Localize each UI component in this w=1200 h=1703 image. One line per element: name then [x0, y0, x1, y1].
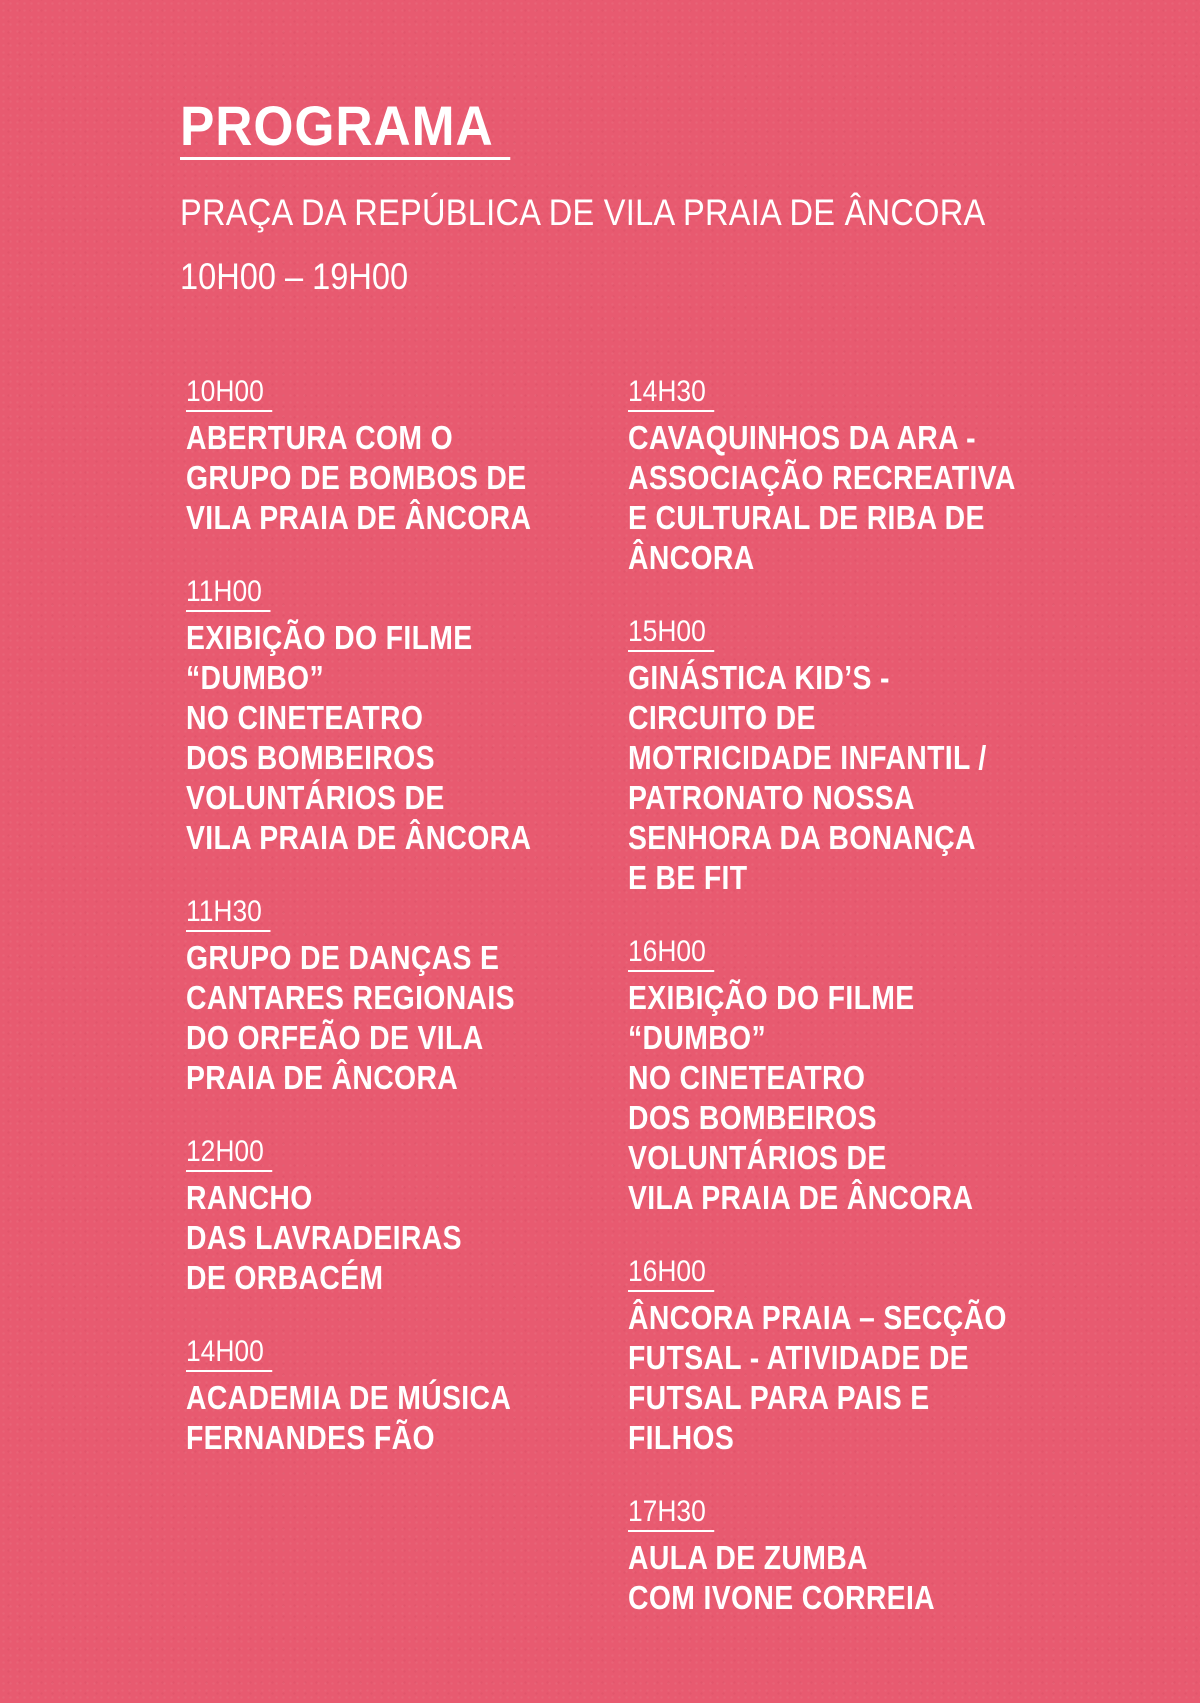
event-description-line: PATRONATO NOSSA	[628, 779, 915, 816]
title-block	[180, 95, 539, 160]
event-description-line: CIRCUITO DE	[628, 699, 816, 736]
schedule-event	[628, 614, 1048, 898]
event-description-line: EXIBIÇÃO DO FILME	[186, 619, 473, 656]
schedule-event	[186, 1134, 606, 1298]
event-description-line: VILA PRAIA DE ÂNCORA	[186, 499, 532, 536]
event-time: 10H00	[186, 374, 273, 412]
event-description-line: DO ORFEÃO DE VILA	[186, 1019, 484, 1056]
event-description-line: E BE FIT	[628, 859, 748, 896]
event-time: 16H00	[628, 1254, 715, 1292]
event-time: 11H30	[186, 894, 271, 932]
schedule-event	[628, 1254, 1048, 1458]
event-description-line: DOS BOMBEIROS	[186, 739, 435, 776]
event-description-line: VOLUNTÁRIOS DE	[186, 779, 445, 816]
event-description-line: DAS LAVRADEIRAS	[186, 1219, 462, 1256]
event-description-line: RANCHO	[186, 1179, 313, 1216]
event-description-line: MOTRICIDADE INFANTIL /	[628, 739, 987, 776]
event-description-line: E CULTURAL DE RIBA DE	[628, 499, 985, 536]
schedule-event	[186, 1334, 606, 1458]
hours-text: 10H00 – 19H00	[180, 256, 409, 297]
event-description-line: FERNANDES FÃO	[186, 1419, 435, 1456]
event-description-line: SENHORA DA BONANÇA	[628, 819, 976, 856]
event-description-line: FUTSAL PARA PAIS E	[628, 1379, 930, 1416]
schedule-event	[628, 374, 1048, 578]
event-description-line: COM IVONE CORREIA	[628, 1579, 936, 1616]
event-description-line: EXIBIÇÃO DO FILME	[628, 979, 915, 1016]
event-description-line: ABERTURA COM O	[186, 419, 454, 456]
schedule-event	[186, 374, 606, 538]
event-description-line: VILA PRAIA DE ÂNCORA	[628, 1179, 974, 1216]
event-description-line: PRAIA DE ÂNCORA	[186, 1059, 459, 1096]
event-time: 15H00	[628, 614, 715, 652]
venue-text: PRAÇA DA REPÚBLICA DE VILA PRAIA DE ÂNCORA	[180, 192, 986, 233]
event-description-line: GINÁSTICA KID’S -	[628, 659, 890, 696]
event-description-line: FUTSAL - ATIVIDADE DE	[628, 1339, 969, 1376]
schedule-event	[186, 574, 606, 858]
event-description-line: GRUPO DE DANÇAS E	[186, 939, 500, 976]
event-time: 14H00	[186, 1334, 273, 1372]
event-description-line: CANTARES REGIONAIS	[186, 979, 515, 1016]
page-title: PROGRAMA	[180, 95, 510, 160]
event-description-line: ÂNCORA	[628, 539, 755, 576]
schedule-event	[186, 894, 606, 1098]
event-time: 14H30	[628, 374, 715, 412]
event-description-line: ACADEMIA DE MÚSICA	[186, 1379, 512, 1416]
schedule-left-column	[186, 374, 606, 1494]
event-description-line: NO CINETEATRO	[628, 1059, 866, 1096]
schedule-right-column	[628, 374, 1048, 1654]
event-description-line: GRUPO DE BOMBOS DE	[186, 459, 527, 496]
event-description-line: VILA PRAIA DE ÂNCORA	[186, 819, 532, 856]
event-description-line: DOS BOMBEIROS	[628, 1099, 877, 1136]
event-description-line: DE ORBACÉM	[186, 1259, 384, 1296]
schedule-event	[628, 934, 1048, 1218]
event-description-line: ASSOCIAÇÃO RECREATIVA	[628, 459, 1016, 496]
schedule-event	[628, 1494, 1048, 1618]
event-time: 17H30	[628, 1494, 715, 1532]
event-time: 16H00	[628, 934, 715, 972]
event-description-line: NO CINETEATRO	[186, 699, 424, 736]
event-description-line: “DUMBO”	[186, 659, 324, 696]
event-description-line: AULA DE ZUMBA	[628, 1539, 868, 1576]
event-time: 12H00	[186, 1134, 273, 1172]
event-description-line: FILHOS	[628, 1419, 735, 1456]
event-description-line: “DUMBO”	[628, 1019, 766, 1056]
event-description-line: VOLUNTÁRIOS DE	[628, 1139, 887, 1176]
event-time: 11H00	[186, 574, 271, 612]
event-description-line: ÂNCORA PRAIA – SECÇÃO	[628, 1299, 1007, 1336]
event-description-line: CAVAQUINHOS DA ARA -	[628, 419, 976, 456]
